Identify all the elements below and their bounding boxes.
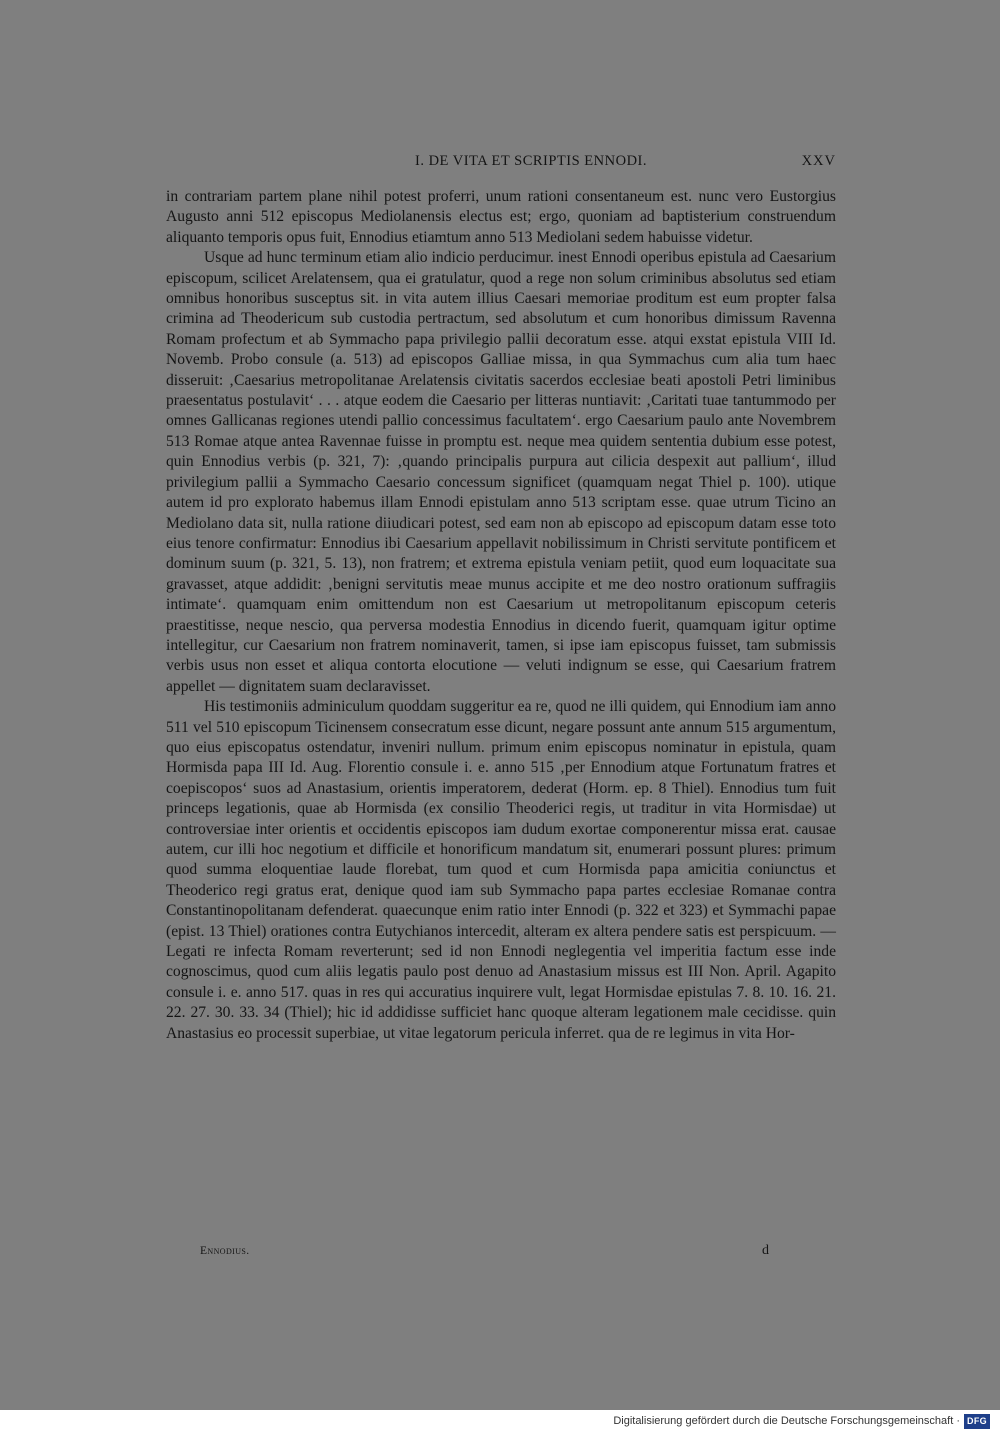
quire-mark: d <box>762 1243 769 1258</box>
paragraph: Usque ad hunc terminum etiam alio indicio perducimur. inest Ennodi operibus epistula ad Caesarium episcopum, scilicet Arelatensem, qua ei gratulatur, quod a rege non solum criminibus absolutus sed etiam omnibus honoribus susceptus sit. in vita autem illius Caesari memoriae proditum est eum propter falsa crimina ad Theodericum sub custodia pertractum, sed absolutum et cum honoribus dimissum Ravenna Romam profectum et ab Symmacho papa privilegio pallii decoratum esse. atqui exstat epistula VIII Id. Novemb. Probo consule (a. 513) ad episcopos Galliae missa, in qua Symmachus cum alia tum haec disseruit: ‚Caesarius metropolitanae Arelatensis civitatis sacerdos ecclesiae beati apostoli Petri liminibus praesentatus postulavit‘ . . . atque eodem die Caesario per litteras nuntiavit: ‚Caritati tuae tantummodo per omnes Gallicanas regiones utendi pallio concessimus facultatem‘. ergo Caesarium paulo ante Novembrem 513 Romae atque antea Ravennae fuisse in promptu est. neque mea quidem sententia dubium esse potest, quin Ennodius verbis (p. 321, 7): ‚quando principalis purpura aut cilicia despexit aut pallium‘, illud privilegium pallii a Symmacho Caesario concessum significet (quamquam negat Thiel p. 100). utique autem id pro explorato habemus illam Ennodi epistulam anno 513 scriptam esse. quae utrum Ticino an Mediolano data sit, nulla ratione diiudicari potest, sed eam non ab episcopo ad episcopum datam esse toto eius tenore confirmatur: Ennodius ibi Caesarium appellavit nobilissimum in Christi servitute pontificem et dominum suum (p. 321, 5. 13), non fratrem; et extrema epistula veniam petiit, quod eum loquacitate sua gravasset, atque addidit: ‚benigni servitutis meae munus accipite et me deo nostro orationum suffragiis intimate‘. quamquam enim omittendum non est Caesarium ut metropolitanum episcopum ceteris praestitisse, neque nescio, qua perversa modestia Ennodius in dicendo fuerit, quamquam igitur optime intellegitur, cur Caesarium non fratrem nominaverit, tamen, si ipse iam episcopus fuisset, tam submissis verbis usus non esset et aliqua contorta elocutione — veluti indignum se esse, qui Caesarium fratrem appellet — dignitatem suam declaravisset. <box>166 249 836 695</box>
paragraph: His testimoniis adminiculum quoddam suggeritur ea re, quod ne illi quidem, qui Ennodium iam anno 511 vel 510 episcopum Ticinensem consecratum esse dicunt, negare possunt ante annum 515 argumentum, quo eius episcopatus ostendatur, inveniri nullum. primum enim episcopus nominatur in epistula, quam Hormisda papa III Id. Aug. Florentio consule i. e. anno 515 ‚per Ennodium atque Fortunatum fratres et coepiscopos‘ suos ad Anastasium, orientis imperatorem, dederat (Horm. ep. 8 Thiel). Ennodius tum fuit princeps legationis, quae ab Hormisda (ex consilio Theoderici regis, ut traditur in vita Hormisdae) ut controversiae inter orientis et occidentis episcopos iam dudum exortae componerentur missa erat. causae autem, cur illi hoc negotium et difficile et honorificum mandatum sit, enumerari possunt plures: primum quod summa eloquentiae laude florebat, tum quod et cum Hormisda papa amicitia coniunctus et Theoderico regi gratus erat, denique quod iam sub Symmacho papa partes ecclesiae Romanae contra Constantinopolitanam defenderat. quaecunque enim ratio inter Ennodi (p. 322 et 323) et Symmachi papae (epist. 13 Thiel) orationes contra Eutychianos intercedit, alteram ex altera pendere satis est perspicuum. — Legati re infecta Romam reverterunt; sed id non Ennodi neglegentia vel imperitia factum esse inde cognoscimus, quod cum aliis legatis paulo post denuo ad Anastasium missus est III Non. April. Agapito consule i. e. anno 517. quas in res qui accuratius inquirere vult, legat Hormisdae epistulas 7. 8. 10. 16. 21. 22. 27. 30. 33. 34 (Thiel); hic id addidisse sufficiet hanc quoque alteram legationem male cecidisse. quin Anastasius eo processit superbiae, ut vitae legatorum pericula inferret. qua de re legimus in vita Hor- <box>166 698 836 1042</box>
credit-bar <box>0 1410 1000 1434</box>
signature-mark: Ennodius. <box>200 1245 250 1257</box>
body-text <box>166 187 836 1044</box>
page-number: XXV <box>801 153 836 169</box>
running-head <box>166 153 836 175</box>
dfg-logo-icon: DFG <box>964 1414 990 1429</box>
page-footer <box>166 1243 836 1263</box>
running-head-title: I. DE VITA ET SCRIPTIS ENNODI. <box>414 153 647 169</box>
credit-text: Digitalisierung gefördert durch die Deutsche Forschungsgemeinschaft · <box>613 1415 960 1427</box>
paragraph: in contrariam partem plane nihil potest proferri, unum rationi consentaneum est. nunc vero Eustorgius Augusto anni 512 episcopus Mediolanensis electus est; ergo, quoniam ad baptisterium construendum aliquanto temporis opus fuit, Ennodius etiamtum anno 513 Mediolani sedem habuisse videtur. <box>166 188 836 246</box>
